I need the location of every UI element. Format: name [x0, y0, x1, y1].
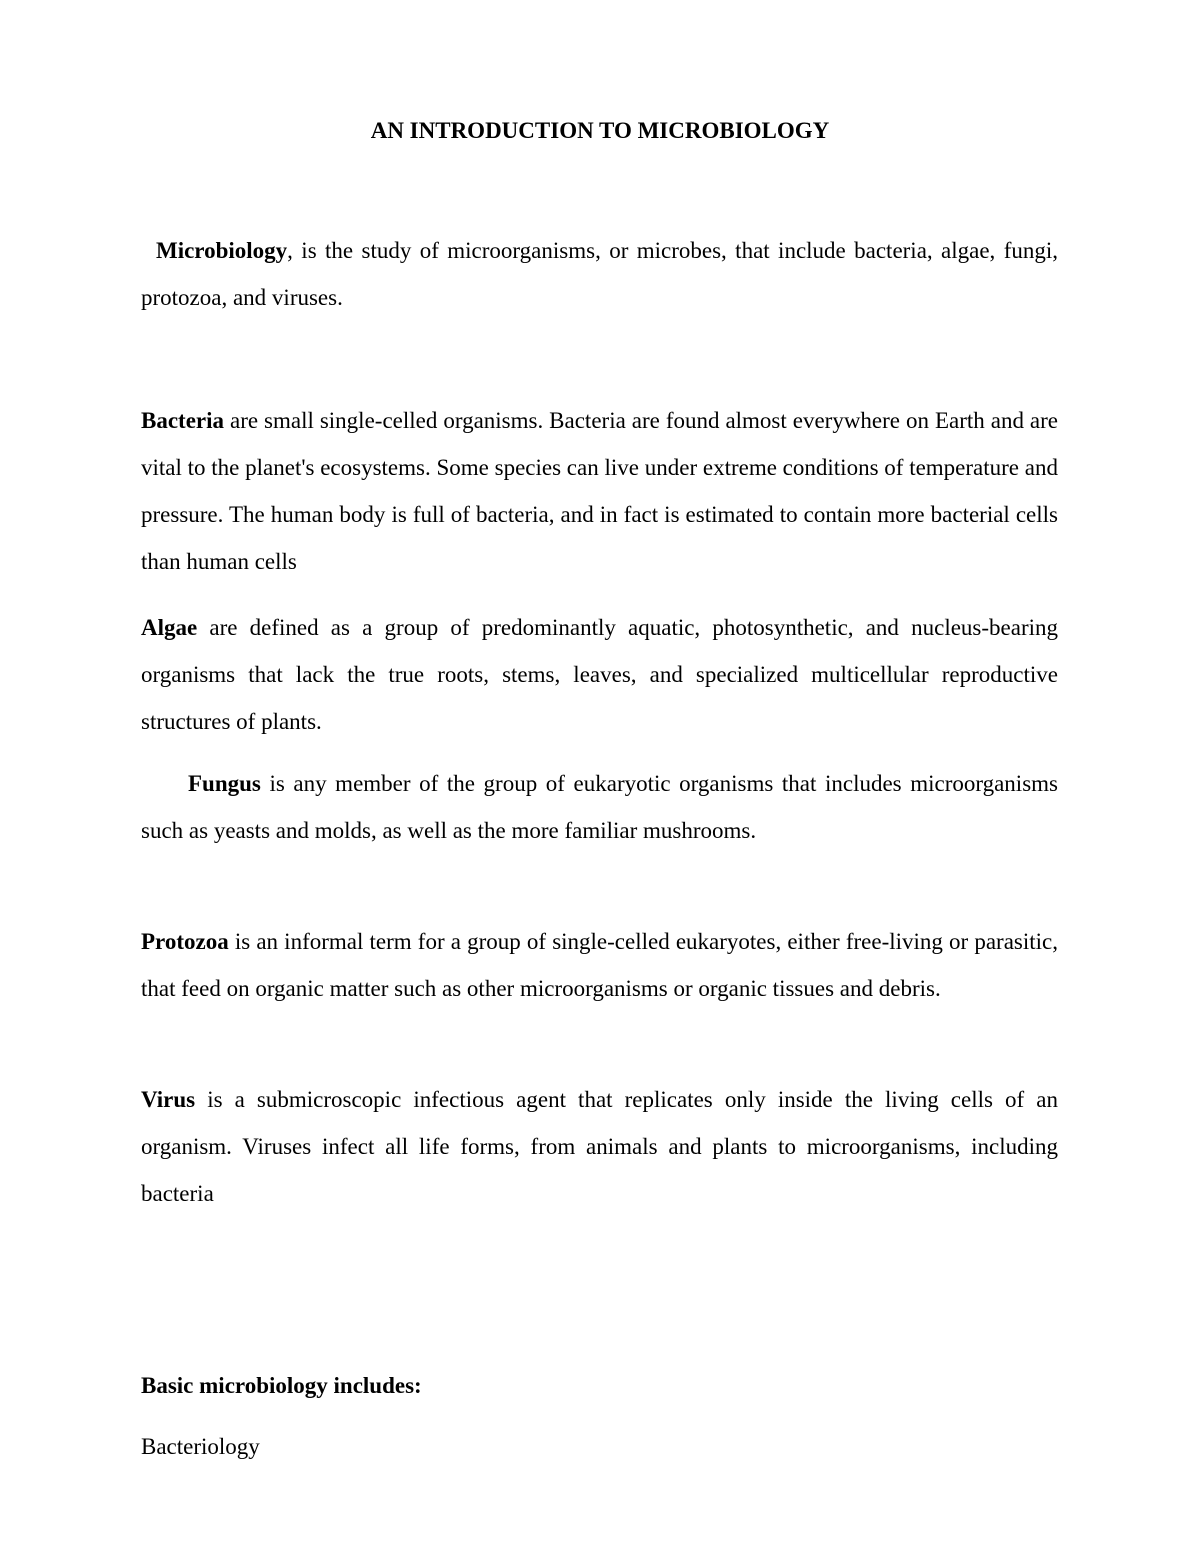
paragraph-fungus [141, 760, 1058, 854]
term-microbiology: Microbiology [156, 238, 288, 263]
term-protozoa: Protozoa [141, 929, 229, 954]
paragraph-microbiology [141, 227, 1058, 321]
term-bacteria: Bacteria [141, 408, 225, 433]
paragraph-algae [141, 604, 1058, 745]
page-title: AN INTRODUCTION TO MICROBIOLOGY [370, 118, 830, 143]
paragraph-algae-text: are defined as a group of predominantly aquatic, photosynthetic, and nucleus-bearing organisms that lack the true roots, stems, leaves, and specialized multicellular reproductive structures of plants. [141, 615, 1058, 734]
basic-heading-text: Basic microbiology includes: [141, 1373, 422, 1398]
paragraph-microbiology-text: , is the study of microorganisms, or microbes, that include bacteria, algae, fungi, protozoa, and viruses. [141, 238, 1058, 310]
paragraph-bacteria [141, 397, 1058, 585]
paragraph-fungus-text: is any member of the group of eukaryotic organisms that includes microorganisms such as yeasts and molds, as well as the more familiar mushrooms. [141, 771, 1058, 843]
term-algae: Algae [141, 615, 198, 640]
paragraph-virus [141, 1076, 1058, 1217]
term-fungus: Fungus [188, 771, 261, 796]
list-item: Bacteriology [141, 1434, 260, 1459]
paragraph-virus-text: is a submicroscopic infectious agent that replicates only inside the living cells of an organism. Viruses infect all life forms, from animals and plants to microorganisms, including bacteria [141, 1087, 1058, 1206]
paragraph-protozoa-text: is an informal term for a group of single-celled eukaryotes, either free-living or parasitic, that feed on organic matter such as other microorganisms or organic tissues and debris. [141, 929, 1058, 1001]
paragraph-protozoa [141, 918, 1058, 1012]
section-heading-basic-microbiology [141, 1362, 1058, 1409]
paragraph-bacteria-text: are small single-celled organisms. Bacteria are found almost everywhere on Earth and are vital to the planet's ecosystems. Some species can live under extreme conditions of temperature and pressure. The human body is full of bacteria, and in fact is estimated to contain more bacterial cells than human cells [141, 408, 1058, 574]
term-virus: Virus [141, 1087, 196, 1112]
